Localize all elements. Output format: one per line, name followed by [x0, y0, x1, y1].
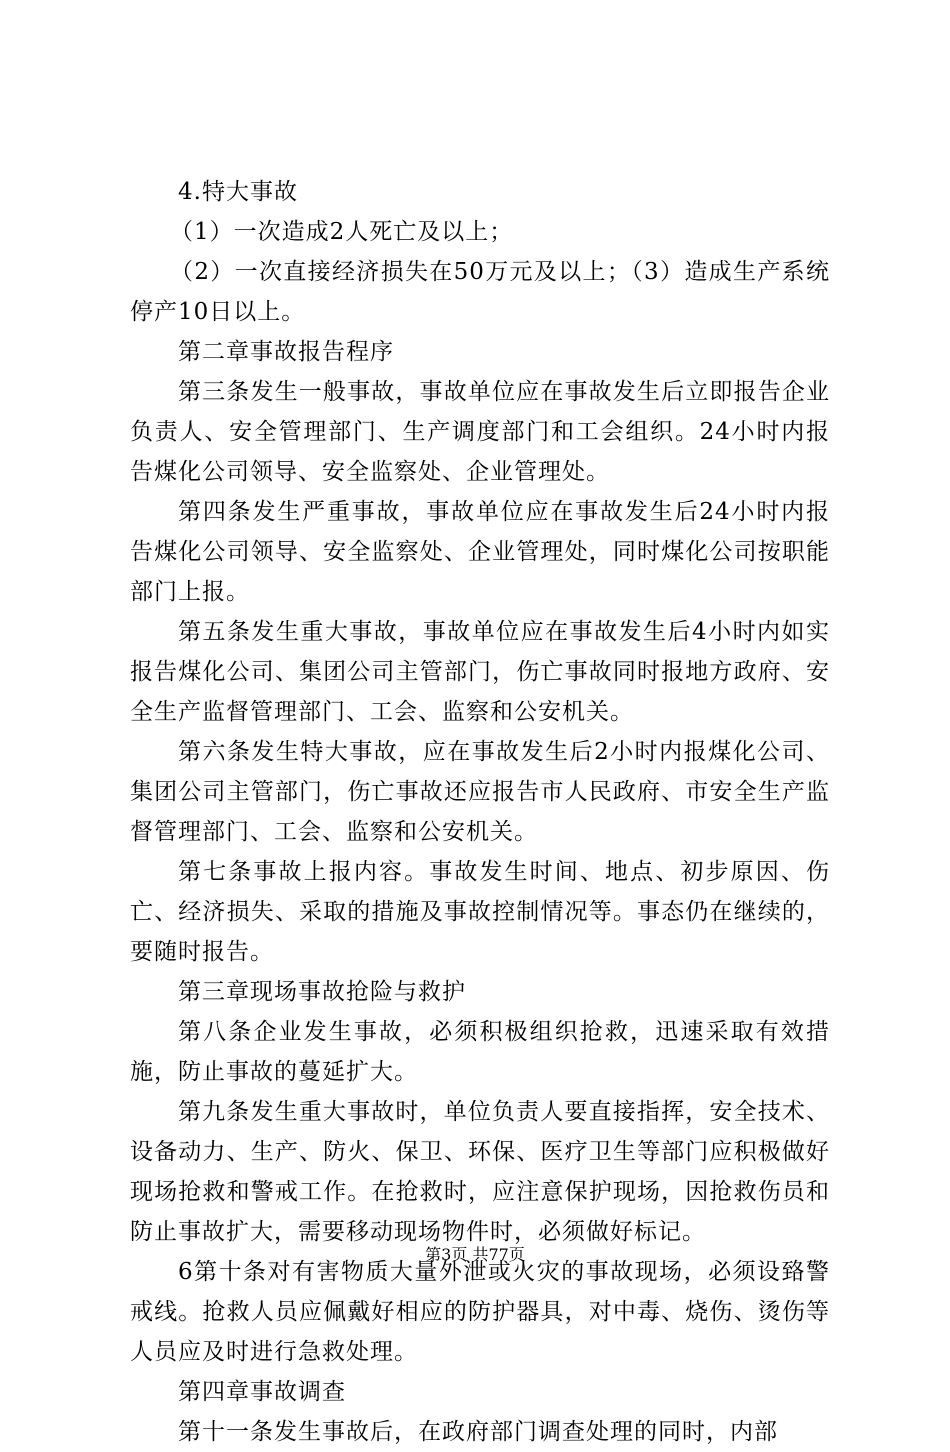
chapter-heading: 第四章事故调查	[178, 1379, 346, 1405]
page-number-footer: 第3页 共77页	[425, 1245, 525, 1264]
article-paragraph: 第四条发生严重事故，事故单位应在事故发生后24小时内报告煤化公司领导、安全监察处、企业管理处，同时煤化公司按职能部门上报。	[130, 499, 830, 605]
chapter-heading: 第二章事故报告程序	[178, 339, 394, 365]
article-paragraph: 第七条事故上报内容。事故发生时间、地点、初步原因、伤亡、经济损失、采取的措施及事故控制情况等。事态仍在继续的，要随时报告。	[130, 859, 830, 965]
paragraph: （1）一次造成2人死亡及以上；	[170, 219, 514, 245]
article-paragraph: 第九条发生重大事故时，单位负责人要直接指挥，安全技术、设备动力、生产、防火、保卫、环保、医疗卫生等部门应积极做好现场抢救和警戒工作。在抢救时，应注意保护现场，因抢救伤员和防止事故扩大，需要移动现场物件时，必须做好标记。	[130, 1099, 830, 1245]
chapter-heading: 第三章现场事故抢险与救护	[178, 979, 466, 1005]
article-paragraph: 第六条发生特大事故，应在事故发生后2小时内报煤化公司、集团公司主管部门，伤亡事故还应报告市人民政府、市安全生产监督管理部门、工会、监察和公安机关。	[130, 739, 830, 845]
article-paragraph: 第八条企业发生事故，必须积极组织抢救，迅速采取有效措施，防止事故的蔓延扩大。	[130, 1019, 830, 1085]
article-paragraph: 6第十条对有害物质大量外泄或火灾的事故现场，必须设臵警戒线。抢救人员应佩戴好相应的防护器具，对中毒、烧伤、烫伤等人员应及时进行急救处理。	[130, 1259, 830, 1365]
article-paragraph: 第三条发生一般事故，事故单位应在事故发生后立即报告企业负责人、安全管理部门、生产调度部门和工会组织。24小时内报告煤化公司领导、安全监察处、企业管理处。	[130, 379, 830, 485]
article-paragraph: 第十一条发生事故后，在政府部门调查处理的同时，内部	[178, 1419, 778, 1445]
article-paragraph: 第五条发生重大事故，事故单位应在事故发生后4小时内如实报告煤化公司、集团公司主管部门，伤亡事故同时报地方政府、安全生产监督管理部门、工会、监察和公安机关。	[130, 619, 830, 725]
paragraph: （2）一次直接经济损失在50万元及以上；（3）造成生产系统停产10日以上。	[130, 259, 830, 325]
section-heading-major-accident: 4.特大事故	[178, 179, 298, 205]
